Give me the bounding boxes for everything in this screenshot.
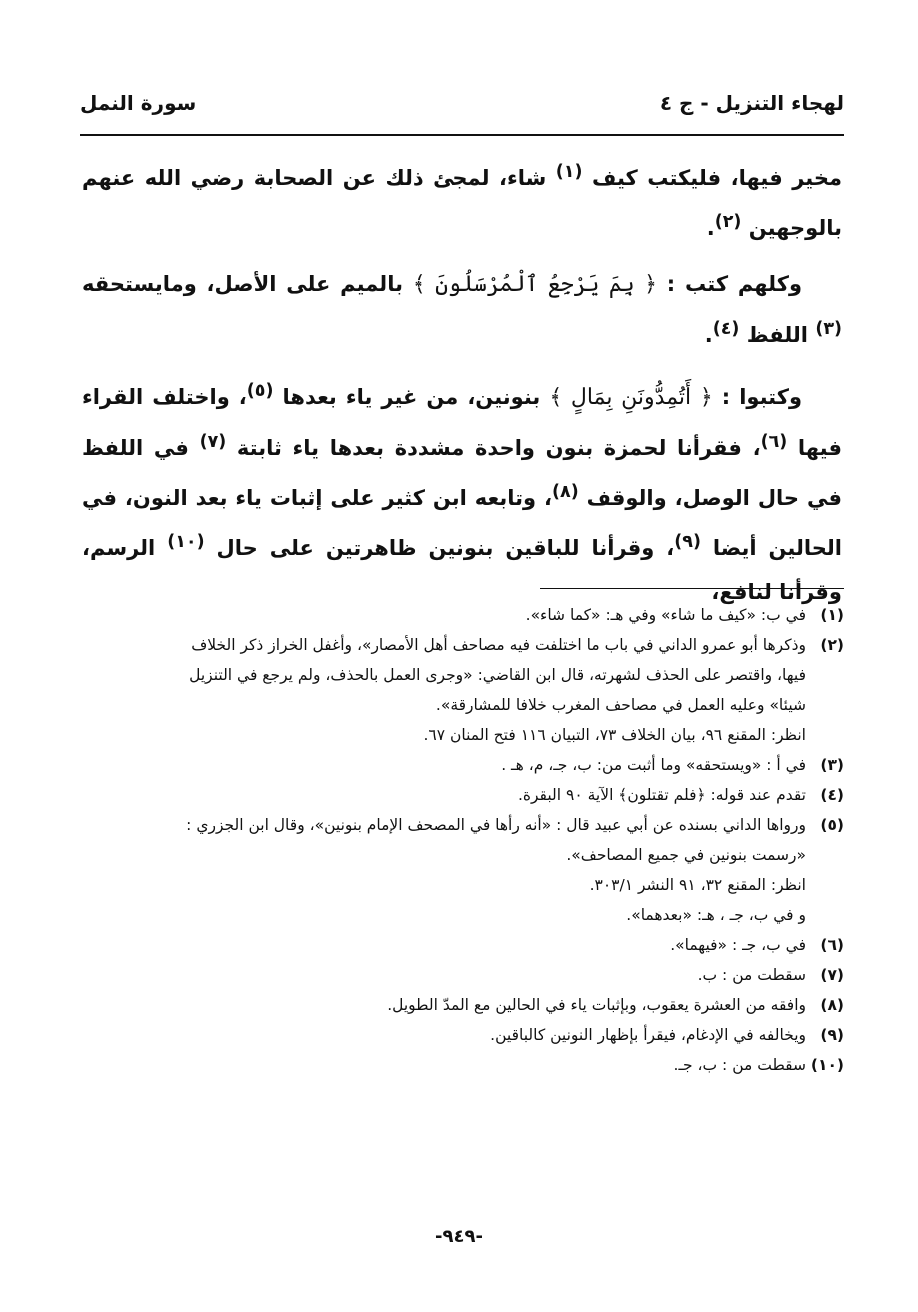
- footnote-marker: (٩): [674, 532, 701, 552]
- footnote-number: (٩): [820, 1026, 844, 1044]
- footnote-line: ورواها الداني بسنده عن أبي عبيد قال : «أنه رأها في المصحف الإمام بنونين»، وقال ابن الجزري :: [186, 816, 806, 834]
- footnote-marker: (٣): [815, 319, 842, 339]
- text-run: شاء، لمجئ ذلك عن الصحابة رضي الله عنهم بالوجهين: [82, 166, 842, 240]
- footnote: [80, 780, 844, 810]
- footnote-marker: (٥): [246, 381, 274, 401]
- main-text: [82, 150, 842, 626]
- surah-title: سورة النمل: [80, 91, 197, 115]
- paragraph-1: [82, 150, 842, 250]
- footnote: [80, 990, 844, 1020]
- footnotes: [80, 600, 844, 1080]
- footnote: [80, 930, 844, 960]
- footnote-line: فيها، واقتصر على الحذف لشهرته، قال ابن القاضي: «وجرى العمل بالحذف، ولم يرجع في التنزيل: [189, 666, 806, 684]
- book-title: لهجاء التنزيل - ج ٤: [659, 91, 844, 115]
- footnote-marker: (١٠): [167, 532, 205, 552]
- footnote: [80, 630, 844, 750]
- footnote-line: تقدم عند قوله: ﴿فلم تقتلون﴾ الآية ٩٠ البقرة.: [517, 786, 806, 804]
- footnote-line: سقطت من : ب.: [697, 966, 806, 984]
- footnote-line: ويخالفه في الإدغام، فيقرأ بإظهار النونين كالباقين.: [490, 1026, 806, 1044]
- footnote-line: انظر: المقنع ٩٦، بيان الخلاف ٧٣، التبيان ١١٦ فتح المنان ٦٧.: [423, 726, 806, 744]
- text-run: بالميم على الأصل، ومايستحقه: [82, 272, 413, 296]
- footnote-number: (٣): [820, 756, 844, 774]
- footnote-number: (٦): [820, 936, 844, 954]
- footnote-number: (٤): [820, 786, 844, 804]
- footnote-marker: (١): [555, 162, 583, 182]
- text-run: .: [704, 323, 713, 347]
- footnote-line: في أ : «ويستحقه» وما أثبت من: ب، جـ، م، هـ .: [501, 756, 806, 774]
- footnote-number: (٨): [820, 996, 844, 1014]
- footnote: [80, 810, 844, 930]
- footnote-line: في ب، جـ : «فيهما».: [670, 936, 806, 954]
- footnote-line: سقطت من : ب، جـ.: [673, 1056, 806, 1074]
- text-run: مخير فيها، فليكتب كيف: [582, 166, 842, 190]
- text-run: ، وقرأنا للباقين بنونين ظاهرتين على حال: [204, 536, 675, 560]
- footnote-number: (٥): [820, 816, 844, 834]
- footnote-line: وافقه من العشرة يعقوب، وبإثبات ياء في الحالين مع المدّ الطويل.: [387, 996, 806, 1014]
- paragraph-2: [82, 262, 842, 357]
- text-run: بنونين، من غير ياء بعدها: [273, 385, 550, 409]
- footnote: [80, 600, 844, 630]
- paragraph-3: [82, 369, 842, 614]
- footnote-marker: (٧): [199, 432, 227, 452]
- footnote: [80, 750, 844, 780]
- text-run: اللفظ: [739, 323, 816, 347]
- footnote: [80, 1020, 844, 1050]
- running-header: [80, 88, 844, 128]
- footnote-line: شيئا» وعليه العمل في مصاحف المغرب خلافا للمشارقة».: [435, 696, 806, 714]
- footnote-number: (٧): [820, 966, 844, 984]
- footnote-marker: (٦): [760, 432, 788, 452]
- footnote-line: في ب: «كيف ما شاء» وفي هـ: «كما شاء».: [525, 606, 806, 624]
- footnote: [80, 960, 844, 990]
- footnote-rule: [540, 588, 844, 589]
- header-rule: [80, 134, 844, 136]
- footnote-line: و في ب، جـ ، هـ: «بعدهما».: [626, 906, 806, 924]
- page-number: -٩٤٩-: [435, 1226, 483, 1247]
- footnote-marker: (٢): [714, 212, 742, 232]
- text-run: ، فقرأنا لحمزة بنون واحدة مشددة بعدها ياء ثابتة: [226, 436, 761, 460]
- footnote-marker: (٨): [552, 482, 579, 502]
- footnote: [80, 1050, 844, 1080]
- text-run: .: [706, 216, 715, 240]
- text-run: ، وتابعه ابن كثير على إثبات ياء بعد النون، في الحالين أيضا: [82, 486, 842, 560]
- quran-quote: ﴿ أَتُمِدُّونَنِ بِمَالٍ ﴾: [549, 385, 713, 410]
- text-run: ، واختلف القراء فيها: [82, 385, 842, 460]
- text-run: وكلهم كتب :: [657, 272, 803, 296]
- text-run: الرسم، وقرأنا لنافع،: [82, 536, 842, 604]
- footnote-number: (٢): [820, 636, 844, 654]
- footnote-line: وذكرها أبو عمرو الداني في باب ما اختلفت فيه مصاحف أهل الأمصار»، وأغفل الخراز ذكر الخلاف: [191, 636, 806, 654]
- footnote-line: انظر: المقنع ٣٢، ٩١ النشر ٣٠٣/١.: [589, 876, 806, 894]
- footnote-number: (١٠): [810, 1056, 844, 1074]
- text-run: في اللفظ في حال الوصل، والوقف: [82, 436, 842, 510]
- quran-quote: ﴿ بِمَ يَرْجِعُ ٱلْمُرْسَلُونَ ﴾: [412, 272, 657, 297]
- footnote-marker: (٤): [712, 319, 740, 339]
- footnote-line: «رسمت بنونين في جميع المصاحف».: [566, 846, 806, 864]
- footnote-number: (١): [820, 606, 844, 624]
- text-run: وكتبوا :: [712, 385, 802, 409]
